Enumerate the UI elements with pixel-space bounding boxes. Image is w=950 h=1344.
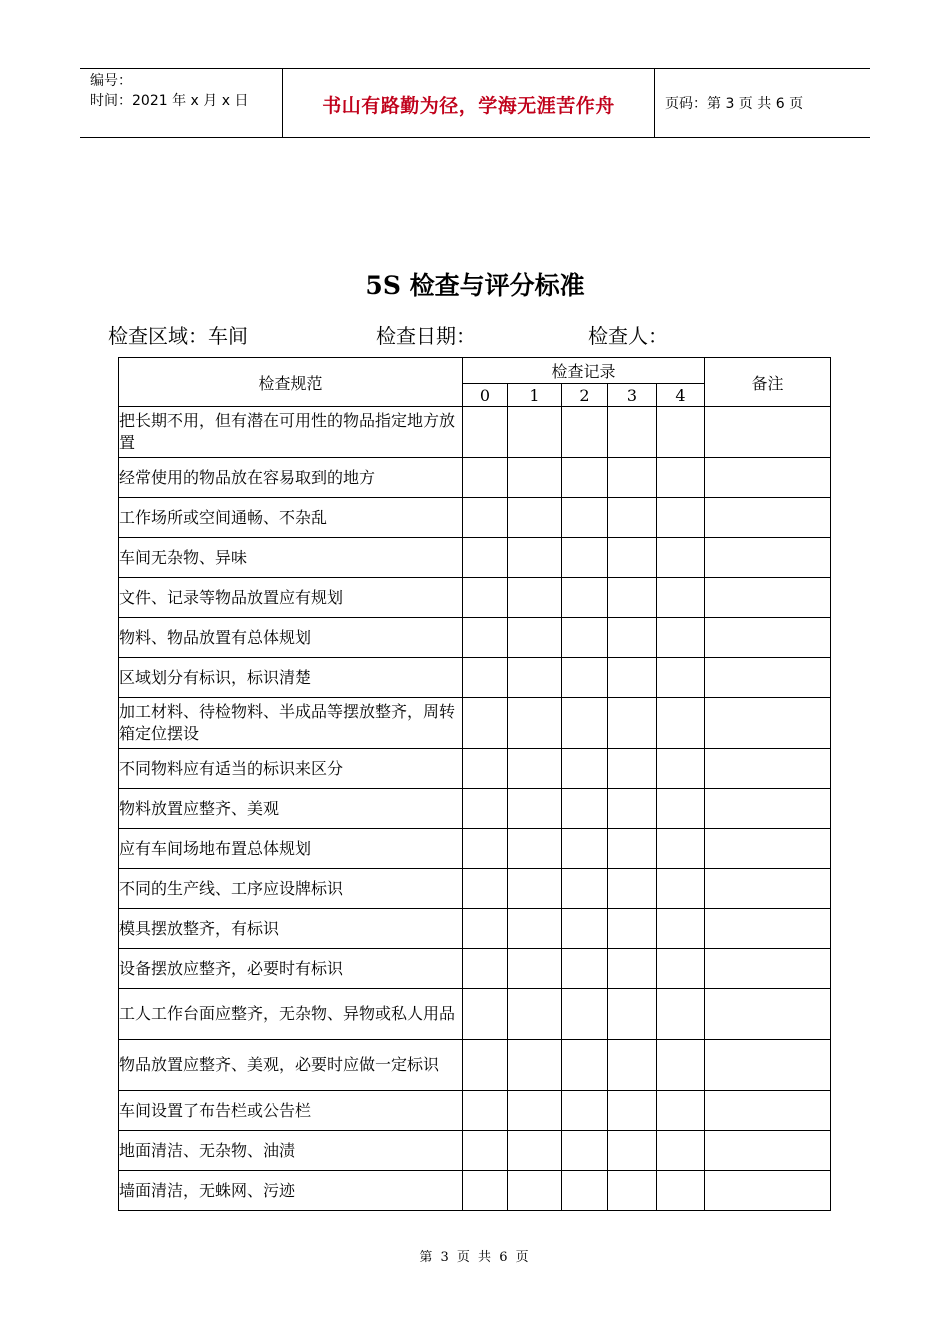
table-row	[119, 749, 831, 789]
checklist-item: 设备摆放应整齐，必要时有标识	[119, 949, 463, 989]
score-cell[interactable]	[463, 1131, 508, 1171]
score-cell[interactable]	[657, 909, 705, 949]
checklist-item: 区域划分有标识，标识清楚	[119, 658, 463, 698]
score-4: 4	[657, 384, 705, 407]
checklist-item: 工人工作台面应整齐，无杂物、异物或私人用品	[119, 989, 463, 1040]
score-cell[interactable]	[608, 1171, 657, 1211]
note-cell[interactable]	[705, 618, 831, 658]
document-title: 5S 检查与评分标准	[365, 271, 585, 300]
score-cell[interactable]	[508, 538, 562, 578]
table-row	[119, 498, 831, 538]
score-cell[interactable]	[562, 1040, 608, 1091]
checklist-item: 不同的生产线、工序应设牌标识	[119, 869, 463, 909]
score-cell[interactable]	[608, 829, 657, 869]
checklist-item: 车间设置了布告栏或公告栏	[119, 1091, 463, 1131]
note-cell[interactable]	[705, 578, 831, 618]
note-cell[interactable]	[705, 658, 831, 698]
checklist-item: 不同物料应有适当的标识来区分	[119, 749, 463, 789]
checklist-item: 把长期不用，但有潜在可用性的物品指定地方放置	[119, 407, 463, 458]
note-cell[interactable]	[705, 1040, 831, 1091]
document-header	[80, 68, 870, 138]
table-row	[119, 1091, 831, 1131]
checklist-item: 地面清洁、无杂物、油渍	[119, 1131, 463, 1171]
note-cell[interactable]	[705, 989, 831, 1040]
score-cell[interactable]	[508, 458, 562, 498]
score-cell[interactable]	[608, 658, 657, 698]
score-cell[interactable]	[508, 498, 562, 538]
score-cell[interactable]	[508, 698, 562, 749]
score-cell[interactable]	[657, 658, 705, 698]
score-cell[interactable]	[608, 698, 657, 749]
page-footer: 第 3 页 共 6 页	[419, 1250, 531, 1265]
score-cell[interactable]	[562, 658, 608, 698]
score-cell[interactable]	[657, 698, 705, 749]
score-cell[interactable]	[508, 829, 562, 869]
score-cell[interactable]	[508, 749, 562, 789]
score-cell[interactable]	[608, 578, 657, 618]
score-cell[interactable]	[657, 869, 705, 909]
score-cell[interactable]	[463, 1040, 508, 1091]
score-cell[interactable]	[608, 789, 657, 829]
score-cell[interactable]	[463, 909, 508, 949]
inspection-table	[118, 357, 831, 1211]
score-cell[interactable]	[562, 909, 608, 949]
score-cell[interactable]	[657, 1040, 705, 1091]
score-cell[interactable]	[463, 749, 508, 789]
note-cell[interactable]	[705, 498, 831, 538]
score-cell[interactable]	[562, 1171, 608, 1211]
table-row	[119, 578, 831, 618]
table-row	[119, 698, 831, 749]
score-cell[interactable]	[508, 949, 562, 989]
score-cell[interactable]	[463, 869, 508, 909]
checklist-item: 经常使用的物品放在容易取到的地方	[119, 458, 463, 498]
score-cell[interactable]	[508, 1171, 562, 1211]
table-row	[119, 538, 831, 578]
note-cell[interactable]	[705, 949, 831, 989]
score-3: 3	[608, 384, 657, 407]
score-0: 0	[463, 384, 508, 407]
score-cell[interactable]	[463, 578, 508, 618]
score-cell[interactable]	[562, 698, 608, 749]
table-row	[119, 989, 831, 1040]
score-cell[interactable]	[657, 829, 705, 869]
note-cell[interactable]	[705, 407, 831, 458]
score-cell[interactable]	[463, 658, 508, 698]
score-cell[interactable]	[463, 1171, 508, 1211]
score-cell[interactable]	[608, 538, 657, 578]
score-cell[interactable]	[562, 869, 608, 909]
score-cell[interactable]	[463, 789, 508, 829]
score-cell[interactable]	[463, 538, 508, 578]
checklist-item: 加工材料、待检物料、半成品等摆放整齐，周转箱定位摆设	[119, 698, 463, 749]
score-cell[interactable]	[562, 1131, 608, 1171]
number-label: 编号：	[90, 73, 132, 89]
table-row	[119, 1040, 831, 1091]
score-cell[interactable]	[463, 407, 508, 458]
score-cell[interactable]	[463, 989, 508, 1040]
score-cell[interactable]	[608, 407, 657, 458]
score-cell[interactable]	[562, 749, 608, 789]
score-cell[interactable]	[657, 1131, 705, 1171]
score-cell[interactable]	[562, 407, 608, 458]
score-cell[interactable]	[657, 498, 705, 538]
score-cell[interactable]	[608, 458, 657, 498]
note-cell[interactable]	[705, 1171, 831, 1211]
score-cell[interactable]	[508, 1040, 562, 1091]
header-page-info: 页码：第 3 页 共 6 页	[665, 96, 804, 112]
header-note: 备注	[705, 358, 831, 407]
checklist-item: 车间无杂物、异味	[119, 538, 463, 578]
score-2: 2	[562, 384, 608, 407]
score-cell[interactable]	[657, 749, 705, 789]
score-cell[interactable]	[508, 789, 562, 829]
score-cell[interactable]	[508, 407, 562, 458]
score-cell[interactable]	[508, 989, 562, 1040]
score-cell[interactable]	[657, 538, 705, 578]
score-cell[interactable]	[608, 749, 657, 789]
score-cell[interactable]	[608, 989, 657, 1040]
score-cell[interactable]	[657, 989, 705, 1040]
score-cell[interactable]	[463, 458, 508, 498]
header-record: 检查记录	[463, 358, 705, 384]
score-cell[interactable]	[608, 869, 657, 909]
score-cell[interactable]	[608, 1131, 657, 1171]
score-cell[interactable]	[508, 909, 562, 949]
score-cell[interactable]	[463, 829, 508, 869]
score-cell[interactable]	[657, 578, 705, 618]
checklist-item: 工作场所或空间通畅、不杂乱	[119, 498, 463, 538]
note-cell[interactable]	[705, 749, 831, 789]
header-divider	[654, 69, 655, 137]
inspection-area: 检查区域：车间	[108, 324, 248, 348]
checklist-item: 物品放置应整齐、美观，必要时应做一定标识	[119, 1040, 463, 1091]
note-cell[interactable]	[705, 458, 831, 498]
note-cell[interactable]	[705, 538, 831, 578]
table-row	[119, 458, 831, 498]
score-cell[interactable]	[562, 789, 608, 829]
score-1: 1	[508, 384, 562, 407]
score-cell[interactable]	[562, 829, 608, 869]
note-cell[interactable]	[705, 909, 831, 949]
score-cell[interactable]	[508, 658, 562, 698]
score-cell[interactable]	[508, 578, 562, 618]
score-cell[interactable]	[657, 789, 705, 829]
score-cell[interactable]	[463, 1091, 508, 1131]
score-cell[interactable]	[657, 618, 705, 658]
note-cell[interactable]	[705, 789, 831, 829]
table-row	[119, 789, 831, 829]
table-row	[119, 1171, 831, 1211]
header-motto: 书山有路勤为径，学海无涯苦作舟	[322, 95, 615, 117]
score-cell[interactable]	[562, 498, 608, 538]
score-cell[interactable]	[657, 949, 705, 989]
table-row	[119, 658, 831, 698]
table-row	[119, 949, 831, 989]
score-cell[interactable]	[463, 949, 508, 989]
score-cell[interactable]	[657, 407, 705, 458]
score-cell[interactable]	[508, 869, 562, 909]
table-row	[119, 829, 831, 869]
score-cell[interactable]	[562, 458, 608, 498]
header-spec: 检查规范	[119, 358, 463, 407]
score-cell[interactable]	[608, 498, 657, 538]
score-cell[interactable]	[508, 1131, 562, 1171]
checklist-item: 文件、记录等物品放置应有规划	[119, 578, 463, 618]
score-cell[interactable]	[562, 1091, 608, 1131]
score-cell[interactable]	[608, 1091, 657, 1131]
score-cell[interactable]	[508, 1091, 562, 1131]
score-cell[interactable]	[463, 498, 508, 538]
score-cell[interactable]	[562, 618, 608, 658]
table-row	[119, 618, 831, 658]
note-cell[interactable]	[705, 829, 831, 869]
inspector: 检查人：	[588, 324, 668, 348]
table-row	[119, 407, 831, 458]
score-cell[interactable]	[508, 618, 562, 658]
note-cell[interactable]	[705, 1091, 831, 1131]
table-row	[119, 1131, 831, 1171]
score-cell[interactable]	[657, 1171, 705, 1211]
score-cell[interactable]	[562, 578, 608, 618]
checklist-item: 物料、物品放置有总体规划	[119, 618, 463, 658]
score-cell[interactable]	[562, 949, 608, 989]
table-row	[119, 869, 831, 909]
score-cell[interactable]	[608, 949, 657, 989]
score-cell[interactable]	[657, 458, 705, 498]
checklist-item: 应有车间场地布置总体规划	[119, 829, 463, 869]
note-cell[interactable]	[705, 869, 831, 909]
score-cell[interactable]	[608, 1040, 657, 1091]
time-label: 时间：2021 年 x 月 x 日	[90, 93, 249, 109]
table-row	[119, 909, 831, 949]
score-cell[interactable]	[463, 698, 508, 749]
checklist-item: 模具摆放整齐，有标识	[119, 909, 463, 949]
inspection-date: 检查日期：	[376, 324, 476, 348]
header-left	[90, 71, 248, 111]
score-cell[interactable]	[608, 618, 657, 658]
score-cell[interactable]	[463, 618, 508, 658]
checklist-item: 墙面清洁，无蛛网、污迹	[119, 1171, 463, 1211]
checklist-item: 物料放置应整齐、美观	[119, 789, 463, 829]
score-cell[interactable]	[562, 538, 608, 578]
note-cell[interactable]	[705, 698, 831, 749]
score-cell[interactable]	[657, 1091, 705, 1131]
score-cell[interactable]	[562, 989, 608, 1040]
score-cell[interactable]	[608, 909, 657, 949]
note-cell[interactable]	[705, 1131, 831, 1171]
